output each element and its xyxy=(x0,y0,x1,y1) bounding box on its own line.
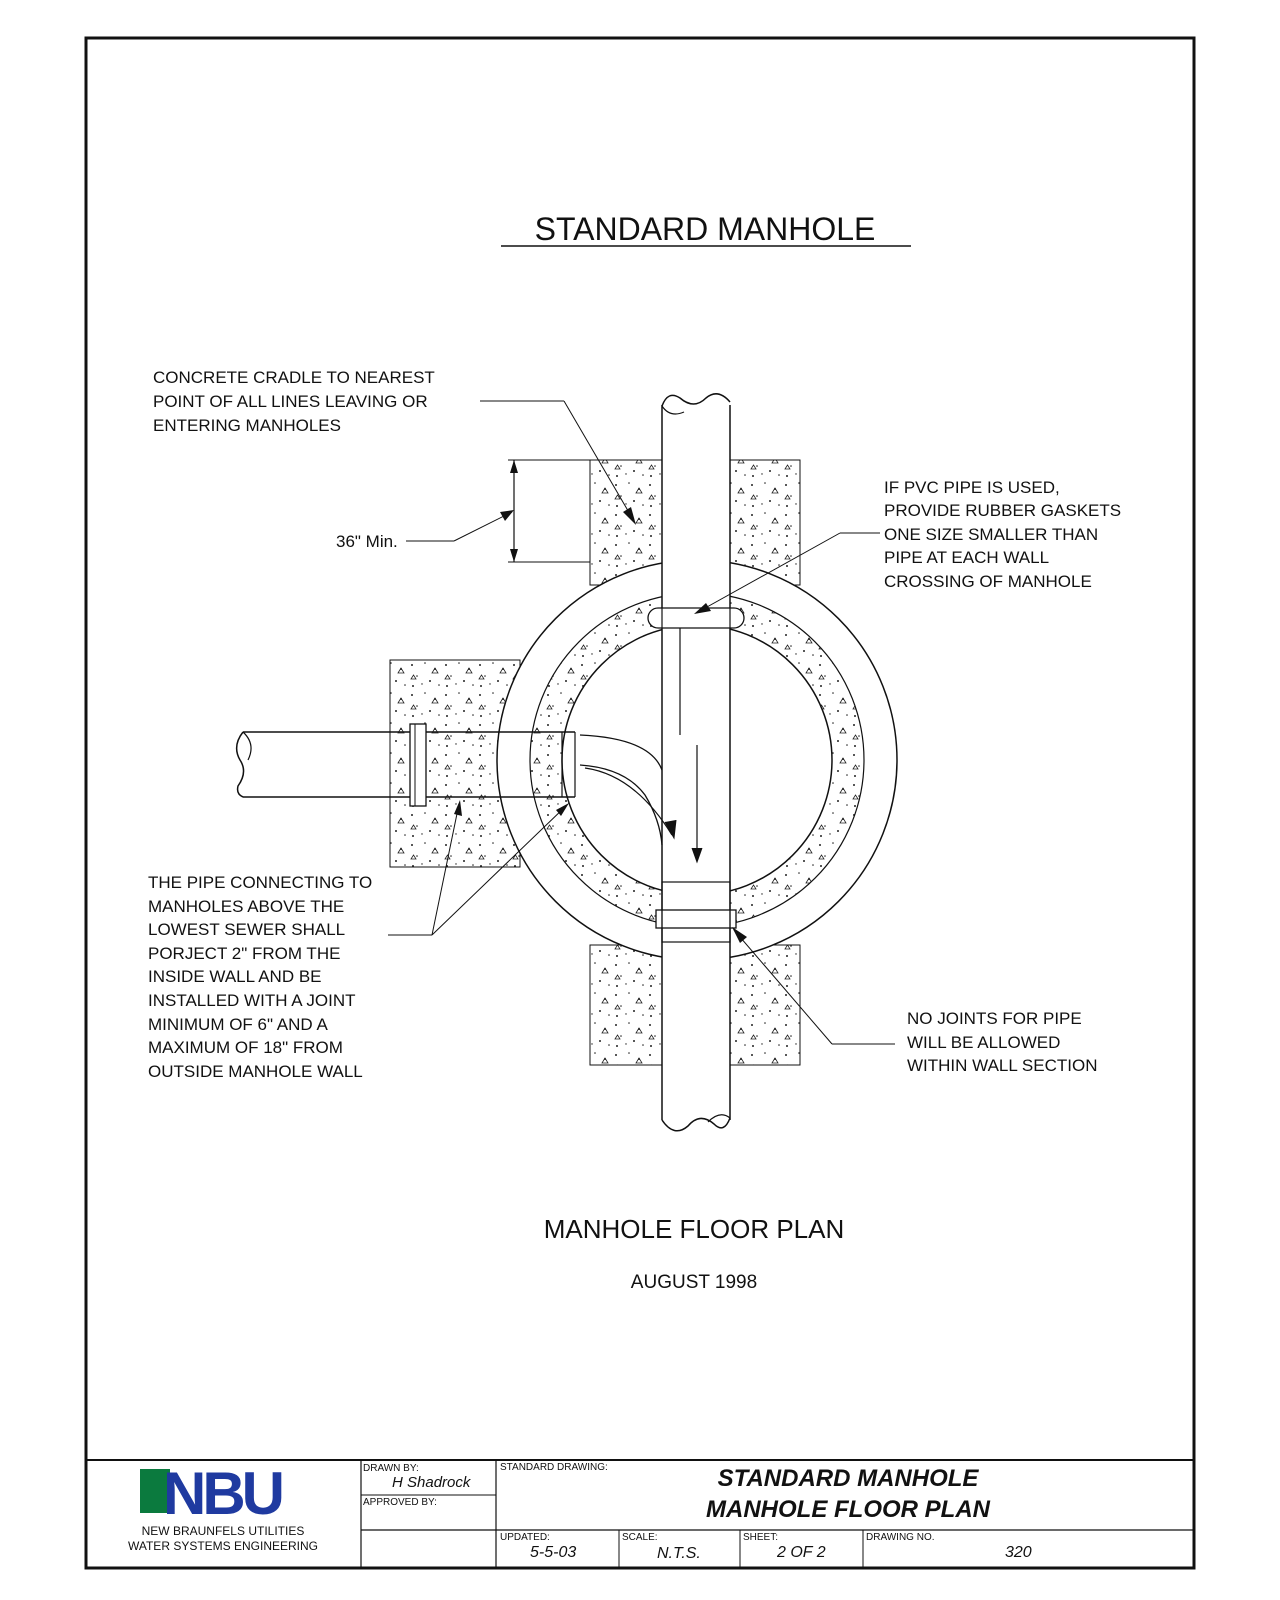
note-pvc-pipe: IF PVC PIPE IS USED, PROVIDE RUBBER GASKETS ONE SIZE SMALLER THAN PIPE AT EACH WALL CROSSING OF MANHOLE xyxy=(884,478,1122,591)
sheet-label: SHEET: xyxy=(743,1532,779,1543)
org-line-2: WATER SYSTEMS ENGINEERING xyxy=(127,1539,319,1553)
updated-value: 5-5-03 xyxy=(530,1544,577,1561)
nbu-logo xyxy=(140,1460,282,1527)
drawing-no-value: 320 xyxy=(1005,1544,1032,1561)
note-no-joints: NO JOINTS FOR PIPE WILL BE ALLOWED WITHIN WALL SECTION xyxy=(907,1009,1098,1075)
standard-drawing-label: STANDARD DRAWING: xyxy=(500,1462,608,1473)
dimension-36-min xyxy=(406,460,590,562)
drawing-title: STANDARD MANHOLE xyxy=(534,211,876,247)
approved-by-label: APPROVED BY: xyxy=(363,1497,437,1508)
note-pipe-connecting: THE PIPE CONNECTING TO MANHOLES ABOVE THE LOWEST SEWER SHALL PORJECT 2" FROM THE INSIDE WALL AND BE INSTALLED WITH A JOINT MINIMUM OF 6" AND A MAXIMUM OF 18" FROM OUTSIDE MANHOLE WALL xyxy=(148,873,373,1081)
plan-date: AUGUST 1998 xyxy=(630,1272,758,1293)
title-block-title-2: MANHOLE FLOOR PLAN xyxy=(706,1496,990,1523)
dimension-label: 36" Min. xyxy=(336,532,398,551)
note-concrete-cradle: CONCRETE CRADLE TO NEAREST POINT OF ALL LINES LEAVING OR ENTERING MANHOLES xyxy=(153,368,435,435)
scale-label: SCALE: xyxy=(622,1532,658,1543)
plan-title: MANHOLE FLOOR PLAN xyxy=(543,1214,845,1244)
title-block-title-1: STANDARD MANHOLE xyxy=(717,1465,979,1492)
logo-text: NBU xyxy=(163,1460,281,1527)
gasket-south xyxy=(656,910,736,928)
drawn-by-label: DRAWN BY: xyxy=(363,1463,419,1474)
drawing-no-label: DRAWING NO. xyxy=(866,1532,935,1543)
scale-value: N.T.S. xyxy=(657,1545,701,1562)
org-line-1: NEW BRAUNFELS UTILITIES xyxy=(141,1524,305,1538)
updated-label: UPDATED: xyxy=(500,1532,550,1543)
drawn-by-value: H Shadrock xyxy=(392,1474,471,1491)
sheet-value: 2 OF 2 xyxy=(777,1544,826,1561)
